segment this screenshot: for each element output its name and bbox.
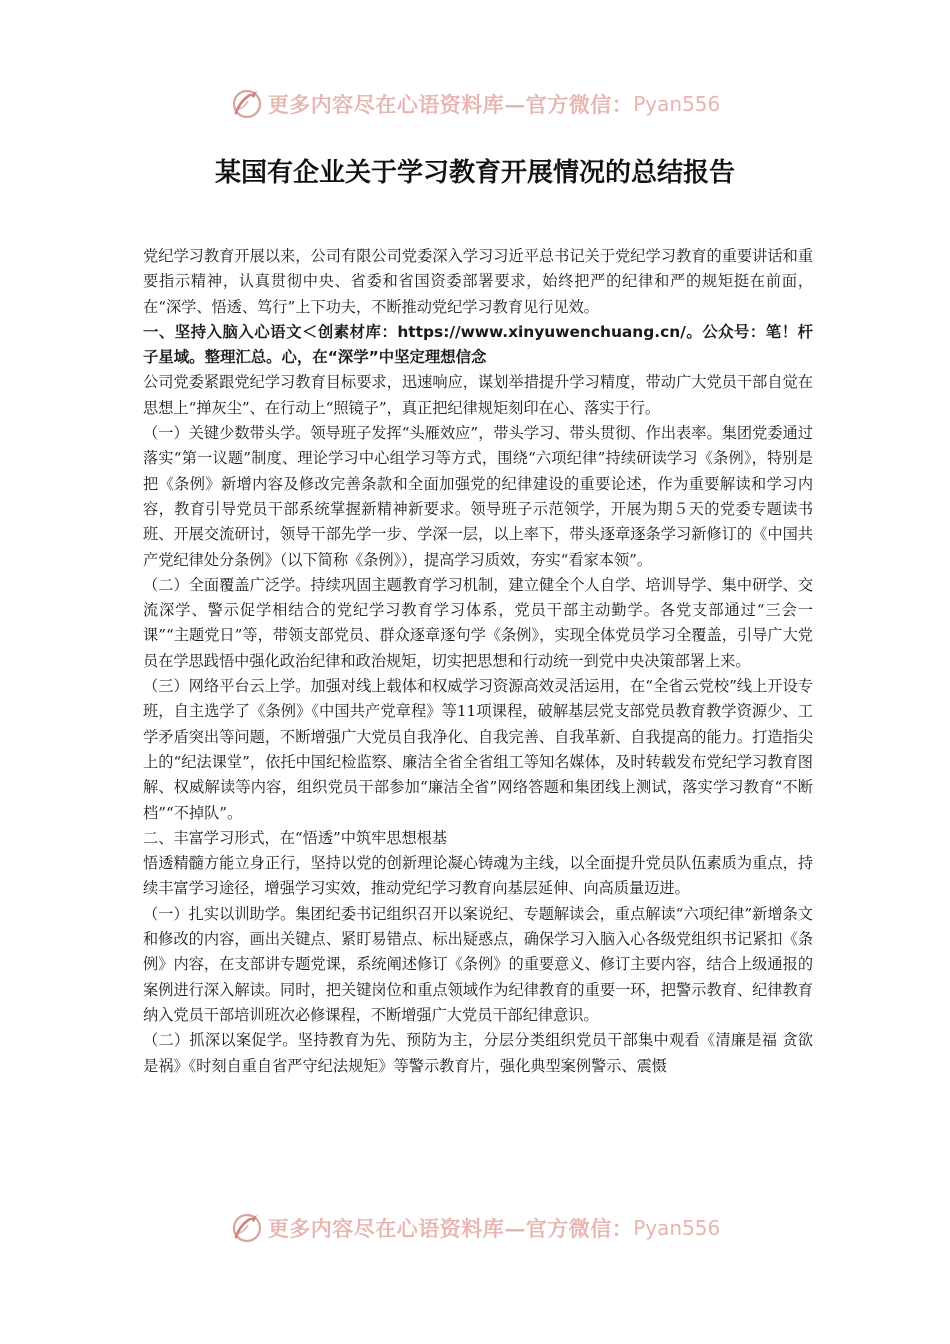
pen-logo-icon [230,87,264,121]
body-paragraph: （二）全面覆盖广泛学。持续巩固主题教育学习机制，建立健全个人自学、培训导学、集中研学、交流深学、警示促学相结合的党纪学习教育学习体系，党员干部主动勤学。各党支部通过“三会一课”“主题党日”等，带领支部党员、群众逐章逐句学《条例》，实现全体党员学习全覆盖，引导广大党员在学思践悟中强化政治纪律和政治规矩，切实把思想和行动统一到党中央决策部署上来。 [143,575,813,670]
document-body [143,244,813,1079]
footer-watermark-banner [0,1208,950,1248]
body-paragraph: （一）扎实以训助学。集团纪委书记组织召开以案说纪、专题解读会，重点解读“六项纪律”新增条文和修改的内容，画出关键点、紧盯易错点、标出疑惑点，确保学习入脑入心各级党组织书记紧扣《条例》内容，在支部讲专题党课，系统阐述修订《条例》的重要意义、修订主要内容，结合上级通报的案例进行深入解读。同时，把关键岗位和重点领域作为纪律教育的重要一环，把警示教育、纪律教育纳入党员干部培训班次必修课程，不断增强广大党员干部纪律意识。 [143,904,813,1024]
banner-text: 更多内容尽在心语资料库—官方微信： [267,92,634,117]
document-title: 某国有企业关于学习教育开展情况的总结报告 [214,158,735,188]
header-watermark-banner [0,84,950,124]
pen-logo-icon [230,1211,264,1245]
body-paragraph: 二、丰富学习形式，在“悟透”中筑牢思想根基 [143,828,448,847]
banner-wechat-handle: Pyan556 [633,92,721,116]
banner-text: 更多内容尽在心语资料库—官方微信： [267,1216,634,1241]
body-paragraph: （三）网络平台云上学。加强对线上载体和权威学习资源高效灵活运用，在“全省云党校”线上开设专班，自主选学了《条例》《中国共产党章程》等11项课程，破解基层党支部党员教育教学资源少、工学矛盾突出等问题，不断增强广大党员自我净化、自我完善、自我革新、自我提高的能力。打造指尖上的“纪法课堂”，依托中国纪检监察、廉洁全省全省组工等知名媒体，及时转载发布党纪学习教育图解、权威解读等内容，组织党员干部参加“廉洁全省”网络答题和集团线上测试，落实学习教育“不断档”“不掉队”。 [143,677,813,822]
section-heading: 一、坚持入脑入心语文＜创素材库：https://www.xinyuwenchuang.cn/。公众号：笔！杆子星域。整理汇总。心，在“深学”中坚定理想信念 [143,322,813,367]
body-paragraph: （二）抓深以案促学。坚持教育为先、预防为主，分层分类组织党员干部集中观看《清廉是福 贪欲是祸》《时刻自重自省严守纪法规矩》等警示教育片，强化典型案例警示、震慑 [143,1031,813,1075]
body-paragraph: 公司党委紧跟党纪学习教育目标要求，迅速响应，谋划举措提升学习精度，带动广大党员干部自觉在思想上“掸灰尘”、在行动上“照镜子”，真正把纪律规矩刻印在心、落实于行。 [143,373,813,417]
banner-wechat-handle: Pyan556 [633,1216,721,1240]
body-paragraph: （一）关键少数带头学。领导班子发挥“头雁效应”，带头学习、带头贯彻、作出表率。集团党委通过落实“第一议题”制度、理论学习中心组学习等方式，围绕“六项纪律”持续研读学习《条例》，特别是把《条例》新增内容及修改完善条款和全面加强党的纪律建设的重要论述，作为重要解读和学习内容，教育引导党员干部系统掌握新精神新要求。领导班子示范领学，开展为期５天的党委专题读书班、开展交流研讨，领导干部先学一步、学深一层，以上率下，带头逐章逐条学习新修订的《中国共产党纪律处分条例》（以下简称《条例》），提高学习质效，夯实“看家本领”。 [143,424,813,569]
body-paragraph: 党纪学习教育开展以来，公司有限公司党委深入学习习近平总书记关于党纪学习教育的重要讲话和重要指示精神，认真贯彻中央、省委和省国资委部署要求，始终把严的纪律和严的规矩挺在前面，在“深学、悟透、笃行”上下功夫，不断推动党纪学习教育见行见效。 [143,247,813,316]
body-paragraph: 悟透精髓方能立身正行，坚持以党的创新理论凝心铸魂为主线，以全面提升党员队伍素质为重点，持续丰富学习途径，增强学习实效，推动党纪学习教育向基层延伸、向高质量迈进。 [143,854,813,898]
